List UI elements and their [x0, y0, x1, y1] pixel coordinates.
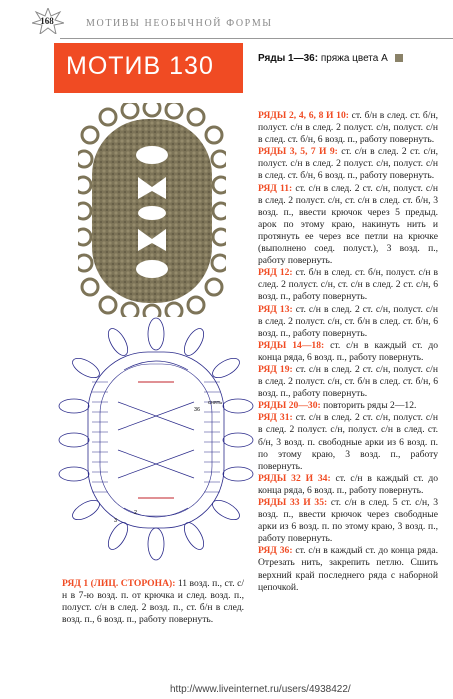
paragraph-row-31: РЯД 31: ст. с/н в след. 2 ст. с/н, полуст. с/н в след. 2 полуст. с/н, полуст. с/н в след. ст. б/н, 3 возд. п. свободные арки из 6 возд. п. по этому краю, 3 возд. п., работу повернуть.: [258, 412, 438, 472]
rows-header-text: пряжа цвета А: [320, 53, 388, 64]
page-number: 168: [40, 16, 54, 26]
paragraph-row-1: РЯД 1 (ЛИЦ. СТОРОНА): 11 возд. п., ст. с/н в 7-ю возд. п. от крючка и след. возд. п., полуст. с/н в след. 2 возд. п., ст. б/н в след. возд. п., 6 возд. п., работу повернуть.: [62, 578, 245, 626]
paragraph-rows-3-9: РЯДЫ 3, 5, 7 И 9: ст. с/н в след. 2 ст. с/н, полуст. с/н в след. 2 полуст. с/н, полуст. с/н в след. ст. б/н, 6 возд. п., работу повернуть.: [258, 146, 439, 182]
footer-url: http://www.liveinternet.ru/users/4938422/: [170, 684, 351, 695]
paragraph-row-13: РЯД 13: ст. с/н в след. 2 ст. с/н, полуст. с/н в след. 2 полуст. с/н, ст. б/н в след. ст. б/н, 6 возд. п., работу повернуть.: [258, 303, 438, 339]
chart-row-label-2: 2: [134, 510, 138, 516]
rows-header: [258, 53, 403, 64]
paragraph-row-11: РЯД 11: ст. с/н в след. 2 ст. с/н, полуст. с/н в след. 2 полуст. с/н, ст. с/н в след. ст. б/н, 3 возд. п., ввести крючок через 5 предыд. арок по этому краю, накинуть нить и протянуть ее через все петли на крючке (выполнено соед. полуст.), 3 возд. п., работу повернуть.: [258, 182, 438, 267]
chart-cut-label: снять: [208, 400, 223, 406]
color-swatch: [395, 54, 403, 62]
page-header: [0, 0, 453, 36]
running-head: МОТИВЫ НЕОБЫЧНОЙ ФОРМЫ: [86, 18, 273, 29]
crochet-photo: [78, 103, 226, 317]
paragraph-row-19: РЯД 19: ст. с/н в след. 2 ст. с/н, полуст. с/н в след. 2 полуст. с/н, ст. б/н в след. ст. б/н, 6 возд. п., работу повернуть.: [258, 363, 438, 400]
paragraph-rows-20-30: РЯДЫ 20—30: повторить ряды 2—12.: [258, 400, 417, 412]
chart-row-label-36: 36: [194, 407, 201, 413]
paragraph-row-12: РЯД 12: ст. б/н в след. ст. б/н, полуст. с/н в след. 2 полуст. с/н, ст. с/н в след. 2 ст. с/н, 6 возд. п., работу повернуть.: [258, 267, 438, 303]
motif-title: МОТИВ 130: [66, 52, 214, 80]
paragraph-rows-14-18: РЯДЫ 14—18: ст. с/н в каждый ст. до конца ряда, 6 возд. п., работу повернуть.: [258, 339, 438, 363]
instructions-column: [258, 110, 438, 594]
paragraph-rows-33-35: РЯДЫ 33 И 35: ст. с/н в след. 5 ст. с/н, 3 возд. п., ввести крючок через свободные арки из 6 возд. п. по этому краю, 3 возд. п., работу повернуть.: [258, 497, 438, 545]
rows-header-label: Ряды 1—36:: [258, 53, 319, 64]
paragraph-row-36: РЯД 36: ст. с/н в каждый ст. до конца ряда. Отрезать нить, закрепить петлю. Сшить верхний край последнего ряда с наборной цепочкой.: [258, 545, 438, 593]
row-1-instructions: [62, 578, 244, 626]
motif-banner: [54, 43, 243, 93]
chart-row-label-3: 3: [114, 518, 118, 524]
crochet-chart: [58, 312, 254, 564]
paragraph-rows-32-34: РЯДЫ 32 И 34: ст. с/н в каждый ст. до конца ряда, 6 возд. п., работу повернуть.: [258, 472, 438, 496]
header-divider: [60, 38, 453, 39]
paragraph-rows-2-10: РЯДЫ 2, 4, 6, 8 И 10: ст. б/н в след. ст. б/н, полуст. с/н в след. 2 полуст. с/н, полуст. с/н в след. ст. б/н, 6 возд. п., работу повернуть.: [258, 110, 438, 146]
